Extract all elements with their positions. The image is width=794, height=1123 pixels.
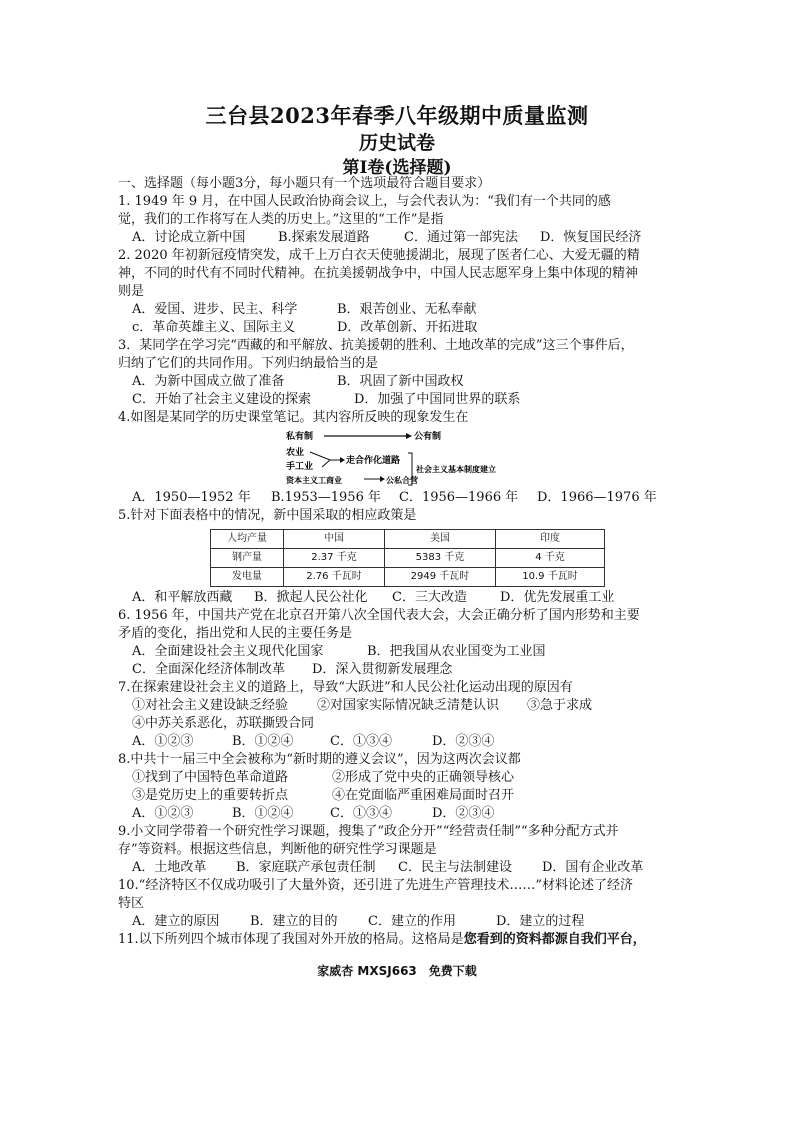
q1-options bbox=[118, 229, 688, 247]
table-header-cell: 人均产量 bbox=[211, 530, 284, 549]
q6-stem-line2: 矛盾的变化，指出党和人民的主要任务是 bbox=[118, 626, 353, 641]
q4-label-gongsi: 公私合营 bbox=[386, 475, 418, 485]
q3-stem-line1: 3．某同学在学习完“西藏的和平解放、抗美援朝的胜利、土地改革的完成”这三个事件后， bbox=[118, 338, 634, 353]
q4-label-private: 私有制 bbox=[286, 432, 314, 442]
q3-option-c: C．开始了社会主义建设的探索 bbox=[132, 392, 311, 407]
q6-option-a: A．全面建设社会主义现代化国家 bbox=[132, 644, 324, 659]
q1-stem-line1: 1. 1949 年 9 月，在中国人民政治协商会议上，与会代表认为：“我们有一个共同的感 bbox=[118, 194, 611, 209]
q5-option-a: A．和平解放西藏 bbox=[132, 590, 233, 605]
q9-option-d: D．国有企业改革 bbox=[542, 860, 644, 875]
q3-options-row1 bbox=[118, 373, 688, 391]
q10-stem-line2: 特区 bbox=[118, 896, 145, 911]
q10-stem-line1: 10.“经济特区不仅成功吸引了大量外资，还引进了先进生产管理技术……”材料论述了经济 bbox=[118, 878, 633, 893]
q6-options-row2 bbox=[118, 661, 688, 679]
q7-item-2: ②对国家实际情况缺乏清楚认识 bbox=[317, 698, 500, 713]
q3-options-row2 bbox=[118, 391, 688, 409]
q8-item-3: ③是党历史上的重要转折点 bbox=[132, 788, 289, 803]
q9-option-a: A．土地改革 bbox=[132, 860, 207, 875]
q9-option-b: B．家庭联产承包责任制 bbox=[236, 860, 376, 875]
q4-branch-upper bbox=[310, 452, 330, 460]
q8-option-a: A．①②③ bbox=[132, 806, 194, 821]
q6-option-d: D．深入贯彻新发展理念 bbox=[312, 662, 453, 677]
q5-option-b: B．掀起人民公社化 bbox=[254, 590, 368, 605]
q4-label-coop: 走合作化道路 bbox=[346, 456, 401, 466]
table-cell: 发电量 bbox=[211, 568, 284, 587]
footer-watermark: 家威杏 MXSJ663 免费下载 bbox=[317, 964, 477, 978]
q4-gongsi-arrow-head bbox=[380, 476, 385, 482]
instruction: 一、选择题（每小题3分，每小题只有一个选项最符合题目要求） bbox=[118, 176, 491, 191]
q7-option-b: B．①②④ bbox=[232, 734, 294, 749]
table-cell: 10.9 千瓦时 bbox=[496, 568, 605, 587]
table-row bbox=[211, 549, 605, 568]
q3-stem-line2: 归纳了它们的共同作用。下列归纳最恰当的是 bbox=[118, 356, 379, 371]
q8-option-d: D．②③④ bbox=[432, 806, 495, 821]
q5-stem: 5.针对下面表格中的情况，新中国采取的相应政策是 bbox=[118, 508, 417, 523]
q11-stem: 11.以下所列四个城市体现了我国对外开放的格局。这格局是 bbox=[118, 932, 464, 947]
q7-items-row1 bbox=[118, 697, 688, 715]
table-cell: 5383 千克 bbox=[385, 549, 496, 568]
q9-stem-line2: 存”等资料。根据这些信息，判断他的研究性学习课题是 bbox=[118, 842, 437, 857]
q5-options bbox=[118, 589, 688, 607]
q4-coop-arrow-head bbox=[340, 457, 345, 463]
table-row bbox=[211, 568, 605, 587]
q8-stem: 8.中共十一届三中全会被称为“新时期的遵义会议”，因为这两次会议都 bbox=[118, 752, 521, 767]
q4-arrow-head bbox=[406, 433, 412, 439]
q5-option-d: D．优先发展重工业 bbox=[500, 590, 615, 605]
table-cell: 钢产量 bbox=[211, 549, 284, 568]
q3-option-d: D．加强了中国同世界的联系 bbox=[354, 392, 521, 407]
q7-item-3: ③急于求成 bbox=[527, 698, 593, 713]
q6-option-b: B．把我国从农业国变为工业国 bbox=[367, 644, 546, 659]
q1-option-c: C．通过第一部宪法 bbox=[404, 230, 518, 245]
q4-label-agri: 农业 bbox=[286, 448, 305, 458]
q8-option-c: C．①③④ bbox=[330, 806, 392, 821]
exam-title: 三台县2023年春季八年级期中质量监测 bbox=[205, 103, 589, 128]
q4-label-system: 社会主义基本制度建立 bbox=[416, 464, 496, 474]
q2-stem-line3: 则是 bbox=[118, 284, 145, 299]
q4-label-craft: 手工业 bbox=[286, 462, 314, 472]
q6-option-c: C．全面深化经济体制改革 bbox=[132, 662, 285, 677]
q2-option-d: D．改革创新、开拓进取 bbox=[337, 320, 478, 335]
q4-diagram-svg bbox=[284, 429, 514, 489]
q2-options-row1 bbox=[118, 301, 688, 319]
table-header-cell: 印度 bbox=[496, 530, 605, 549]
q10-option-b: B．建立的目的 bbox=[250, 914, 338, 929]
q1-option-d: D．恢复国民经济 bbox=[540, 230, 642, 245]
q7-stem: 7.在探索建设社会主义的道路上，导致“大跃进”和人民公社化运动出现的原因有 bbox=[118, 680, 573, 695]
table-cell: 2.37 千克 bbox=[284, 549, 385, 568]
q11-watermark: 您看到的资料都源自我们平台， bbox=[463, 932, 646, 947]
q3-option-b: B．巩固了新中国政权 bbox=[337, 374, 464, 389]
q2-stem-line2: 神，不同的时代有不同时代精神。在抗美援朝战争中，中国人民志愿军身上集中体现的精神 bbox=[118, 266, 639, 281]
q9-option-c: C．民主与法制建设 bbox=[398, 860, 512, 875]
q10-option-d: D．建立的过程 bbox=[496, 914, 585, 929]
question-list bbox=[118, 175, 688, 949]
q7-option-c: C．①③④ bbox=[330, 734, 392, 749]
table-header-cell: 中国 bbox=[284, 530, 385, 549]
q11-stem-line bbox=[118, 931, 688, 949]
q4-notes-diagram bbox=[284, 429, 514, 489]
exam-subject: 历史试卷 bbox=[358, 132, 435, 154]
q7-options bbox=[118, 733, 688, 751]
q4-option-c: C．1956—1966 年 bbox=[399, 490, 519, 505]
q8-items-row2 bbox=[118, 787, 688, 805]
q2-option-a: A．爱国、进步、民主、科学 bbox=[132, 302, 298, 317]
q4-branch-lower bbox=[322, 460, 330, 467]
section-title: 第Ⅰ卷(选择题) bbox=[342, 158, 452, 178]
q10-option-c: C．建立的作用 bbox=[368, 914, 456, 929]
q2-stem-line1: 2. 2020 年初新冠疫情突发，成千上万白衣天使驰援湖北，展现了医者仁心、大爱无疆的精 bbox=[118, 248, 640, 263]
q2-option-b: B．艰苦创业、无私奉献 bbox=[337, 302, 477, 317]
q7-option-d: D．②③④ bbox=[432, 734, 495, 749]
q4-option-a: A．1950—1952 年 bbox=[132, 490, 251, 505]
q9-options bbox=[118, 859, 688, 877]
q8-items-row1 bbox=[118, 769, 688, 787]
q5-data-table bbox=[210, 529, 605, 587]
q9-stem-line1: 9.小文同学带着一个研究性学习课题，搜集了“政企分开”“经营责任制”“多种分配方式并 bbox=[118, 824, 619, 839]
q2-options-row2 bbox=[118, 319, 688, 337]
table-cell: 2949 千瓦时 bbox=[385, 568, 496, 587]
q7-items-row2 bbox=[118, 715, 688, 733]
q7-item-1: ①对社会主义建设缺乏经验 bbox=[132, 698, 289, 713]
q4-option-d: D．1966—1976 年 bbox=[537, 490, 657, 505]
q4-options bbox=[118, 489, 688, 507]
table-header-row bbox=[211, 530, 605, 549]
table-cell: 4 千克 bbox=[496, 549, 605, 568]
q6-stem-line1: 6. 1956 年，中国共产党在北京召开第八次全国代表大会，大会正确分析了国内形势和主要 bbox=[118, 608, 640, 623]
q8-item-4: ④在党面临严重困难局面时召开 bbox=[332, 788, 515, 803]
q4-label-capital: 资本主义工商业 bbox=[286, 475, 342, 485]
table-header-cell: 美国 bbox=[385, 530, 496, 549]
table-cell: 2.76 千瓦时 bbox=[284, 568, 385, 587]
q5-option-c: C．三大改造 bbox=[392, 590, 467, 605]
q6-options-row1 bbox=[118, 643, 688, 661]
q1-option-b: B.探索发展道路 bbox=[278, 230, 370, 245]
q10-options bbox=[118, 913, 688, 931]
q8-options bbox=[118, 805, 688, 823]
q8-option-b: B．①②④ bbox=[232, 806, 294, 821]
q7-item-4: ④中苏关系恶化，苏联撕毁合同 bbox=[132, 716, 315, 731]
q8-item-1: ①找到了中国特色革命道路 bbox=[132, 770, 289, 785]
q10-option-a: A．建立的原因 bbox=[132, 914, 220, 929]
q3-option-a: A．为新中国成立做了准备 bbox=[132, 374, 285, 389]
q4-option-b: B.1953—1956 年 bbox=[271, 490, 381, 505]
q8-item-2: ②形成了党中央的正确领导核心 bbox=[332, 770, 515, 785]
q1-option-a: A．讨论成立新中国 bbox=[132, 230, 246, 245]
q1-stem-line2: 觉，我们的工作将写在人类的历史上。”这里的“工作”是指 bbox=[118, 212, 444, 227]
q4-label-public: 公有制 bbox=[414, 432, 442, 442]
q4-stem: 4.如图是某同学的历史课堂笔记。其内容所反映的现象发生在 bbox=[118, 410, 469, 425]
q2-option-c: c．革命英雄主义、国际主义 bbox=[132, 320, 296, 335]
q7-option-a: A．①②③ bbox=[132, 734, 194, 749]
